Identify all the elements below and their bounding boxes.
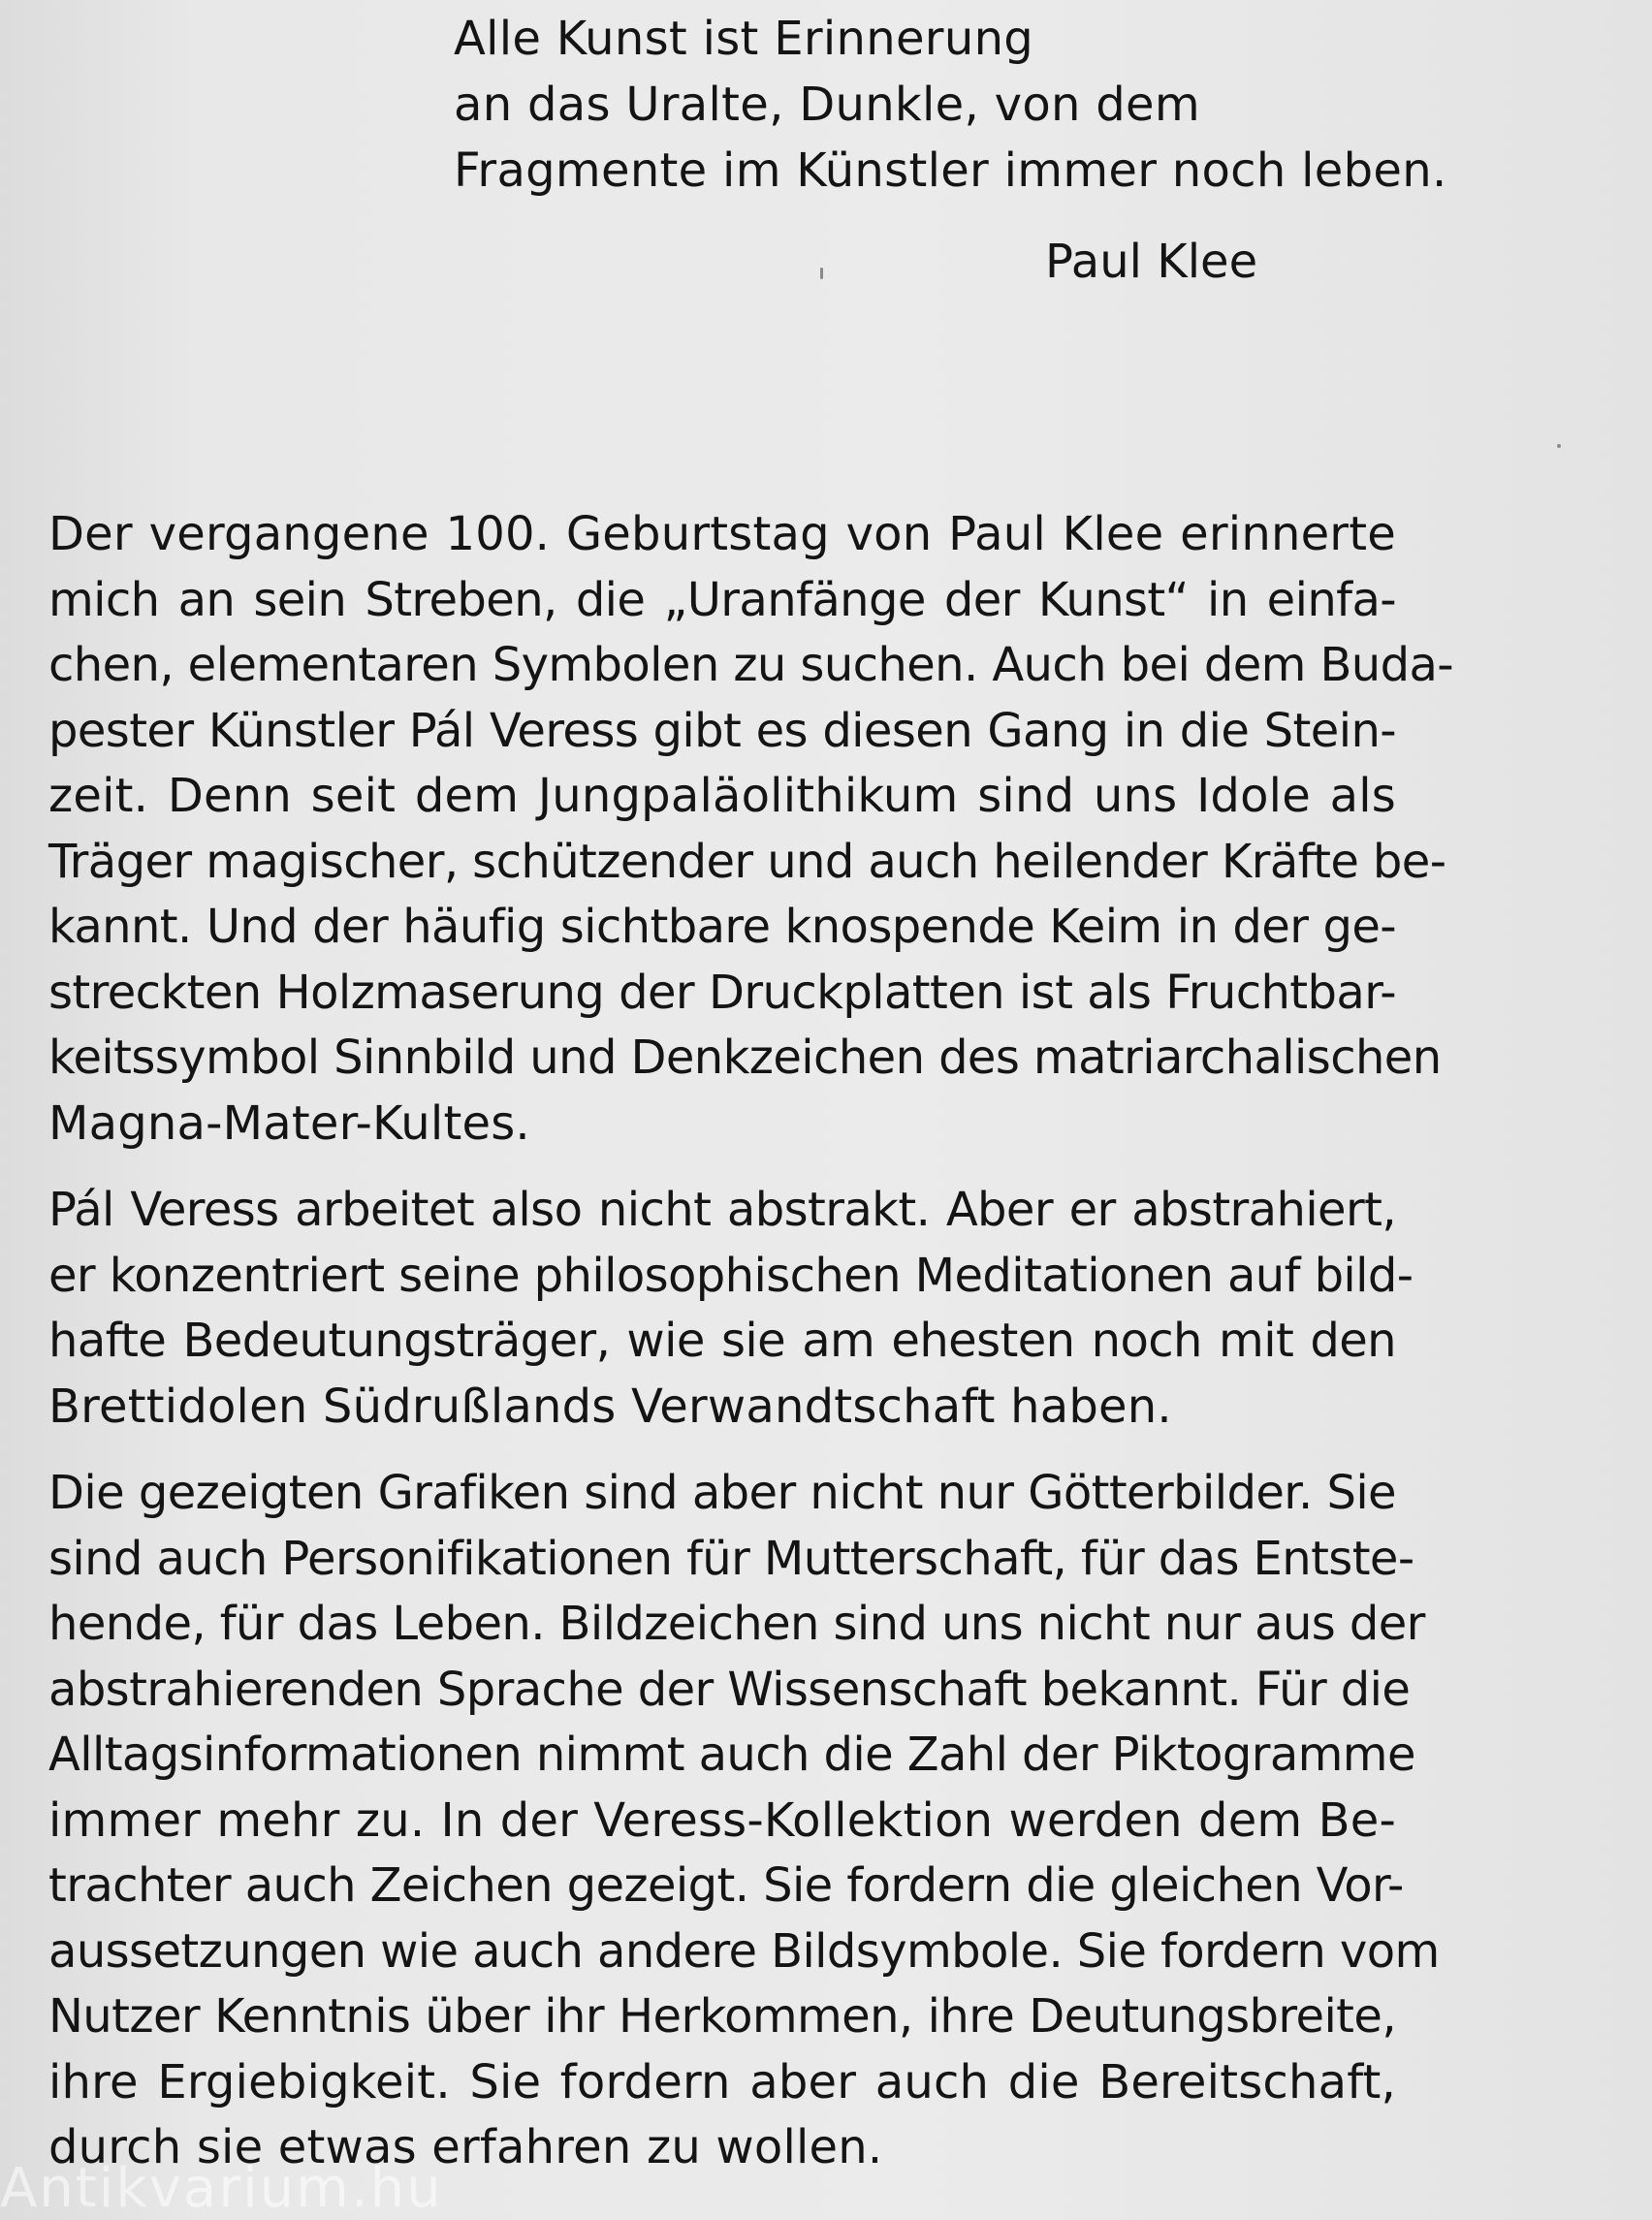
text-line: sind auch Personifikationen für Mutterschaft, für das Entste- — [48, 1531, 1414, 1586]
text-line: Alltagsinformationen nimmt auch die Zahl der Piktogramme — [48, 1728, 1415, 1782]
text-line: zeit. Denn seit dem Jungpaläolithikum sind uns Idole als — [48, 769, 1396, 823]
text-line: chen, elementaren Symbolen zu suchen. Auch bei dem Buda- — [48, 638, 1454, 692]
text-line: trachter auch Zeichen gezeigt. Sie fordern die gleichen Vor- — [48, 1858, 1404, 1913]
text-line: pester Künstler Pál Veress gibt es diesen Gang in die Stein- — [48, 703, 1396, 758]
text-line: hende, für das Leben. Bildzeichen sind uns nicht nur aus der — [48, 1597, 1425, 1651]
text-line: Träger magischer, schützender und auch heilender Kräfte be- — [48, 834, 1446, 889]
body-text — [48, 502, 1454, 2203]
text-line: Nutzer Kenntnis über ihr Herkommen, ihre Deutungsbreite, — [48, 1989, 1396, 2044]
text-line: ihre Ergiebigkeit. Sie fordern aber auch die Bereitschaft, — [48, 2054, 1396, 2109]
text-line: er konzentriert seine philosophischen Meditationen auf bild- — [48, 1248, 1414, 1303]
text-line: immer mehr zu. In der Veress-Kollektion werden dem Be- — [48, 1792, 1396, 1848]
watermark: Antikvarium.hu — [0, 2157, 443, 2220]
text-line: aussetzungen wie auch andere Bildsymbole. Sie fordern vom — [48, 1923, 1440, 1979]
epigraph-author: Paul Klee — [1045, 235, 1258, 289]
text-line: Pál Veress arbeitet also nicht abstrakt. Aber er abstrahiert, — [48, 1183, 1396, 1237]
text-line: Brettidolen Südrußlands Verwandtschaft haben. — [48, 1379, 1172, 1434]
paragraph-3 — [48, 1461, 1440, 2181]
text-line: Magna-Mater-Kultes. — [48, 1095, 530, 1151]
paper-speck — [820, 268, 823, 279]
text-line: durch sie etwas erfahren zu wollen. — [48, 2120, 883, 2174]
text-line: Die gezeigten Grafiken sind aber nicht nur Götterbilder. Sie — [48, 1466, 1396, 1520]
epigraph-line: an das Uralte, Dunkle, von dem — [454, 78, 1200, 132]
text-line: hafte Bedeutungsträger, wie sie am ehesten noch mit den — [48, 1314, 1396, 1368]
text-line: keitssymbol Sinnbild und Denkzeichen des matriarchalischen — [48, 1031, 1442, 1085]
epigraph-line: Alle Kunst ist Erinnerung — [454, 12, 1034, 66]
paragraph-1 — [48, 502, 1454, 1157]
text-line: kannt. Und der häufig sichtbare knospende Keim in der ge- — [48, 900, 1396, 954]
epigraph — [454, 6, 1447, 289]
text-line: streckten Holzmaserung der Druckplatten ist als Fruchtbar- — [48, 965, 1396, 1020]
text-line: mich an sein Streben, die „Uranfänge der Kunst“ in einfa- — [48, 572, 1396, 627]
text-line: Der vergangene 100. Geburtstag von Paul Klee erinnerte — [48, 507, 1396, 561]
epigraph-line: Fragmente im Künstler immer noch leben. — [454, 143, 1447, 198]
paragraph-2 — [48, 1178, 1414, 1440]
paper-speck — [1557, 444, 1561, 448]
text-line: abstrahierenden Sprache der Wissenschaft bekannt. Für die — [48, 1662, 1411, 1717]
